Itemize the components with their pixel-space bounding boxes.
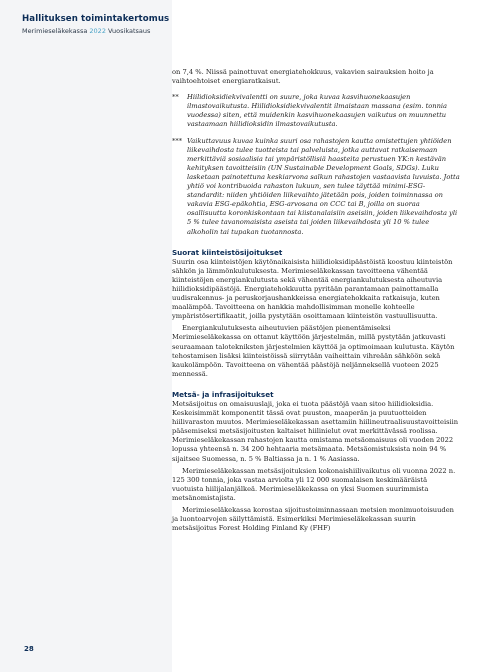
intro-paragraph: on 7,4 %. Niissä painottuvat energiatehokkuus, vakavien sairauksien hoito ja vaihtoehtoiset energiaratkaisut. xyxy=(172,68,434,86)
footnote-text: Hiilidioksidiekvivalentti on suure, joka kuvaa kasvihuonekaasujen ilmastovaikutusta. Hiilidioksidiekvivalentit ilmaistaan massana (esim. tonnia vuodessa) siten, että muidenkin kasvihuonekaasujen vaikutus on muunnettu vastaamaan hiilidioksidin ilmastovaikutusta. xyxy=(187,93,448,129)
page-number: 28 xyxy=(24,645,34,653)
running-header xyxy=(22,14,169,35)
report-year: 2022 xyxy=(89,27,106,35)
footnote-impact xyxy=(172,137,460,237)
section-heading-real-estate: Suorat kiinteistösijoitukset xyxy=(172,247,283,257)
doc-name: Vuosikatsaus xyxy=(108,27,151,35)
paragraph: Merimieseläkekassa korostaa sijoitustoiminnassaan metsien monimuotoisuuden ja luontoarvojen säilyttämistä. Esimerkiksi Merimieseläkekassan suurin metsäsijoitus Forest Holding Finland Ky (FHF) xyxy=(172,506,454,533)
left-margin-band xyxy=(0,0,172,672)
footnote-co2e xyxy=(172,93,460,129)
main-text-column xyxy=(172,68,460,533)
report-subtitle xyxy=(22,27,169,35)
org-name: Merimieseläkekassa xyxy=(22,27,88,35)
paragraph: Suurin osa kiinteistöjen käytönaikaisista hiilidioksidipäästöistä koostuu kiinteistön sähkön ja lämmönkulutuksesta. Merimieseläkekassan tavoitteena vähentää kiinteistöjen energiankulutusta sekä vähentää energiankulutuksesta aiheutuvia hiilidioksidipäästöjä. Energiatehokkuutta pyritään parantamaan painottamalla uudisrakennus- ja peruskorjaushankkeissa energiatehokkaita ratkaisuja, kuten maalämpöä. Tavoitteena on hankkia mahdollisimman monelle kohteelle ympäristösertifikaatit, joilla pystytään osoittamaan kiinteistön vastuullisuutta. xyxy=(172,257,453,321)
report-title: Hallituksen toimintakertomus xyxy=(22,14,170,24)
section-heading-forest-infra: Metsä- ja infrasijoitukset xyxy=(172,389,274,399)
paragraph: Metsäsijoitus on omaisuuslaji, joka ei tuota päästöjä vaan sitoo hiilidioksidia. Keskeisimmät komponentit tässä ovat puuston, maaperän ja puutuotteiden hiilivaraston muutos. Merimieseläkekassan asettamiin hiilineutraalisuustavoitteisiin pääsemiseksi metsäsijoitusten kaltaiset hiilinielut ovat merkittävässä roolissa. Merimieseläkekassan rahastojen kautta omistama metsäomaisuus oli vuoden 2022 lopussa yhteensä n. 34 200 hehtaaria metsämaata. Metsäomistuksista noin 94 % sijaitsee Suomessa, n. 5 % Baltiassa ja n. 1 % Aasiassa. xyxy=(172,400,459,463)
footnote-mark: *** xyxy=(172,136,183,145)
paragraph: Merimieseläkekassan metsäsijoituksien kokonaishiilivaikutus oli vuonna 2022 n. 125 300 tonnia, joka vastaa arviolta yli 12 000 suomalaisen keskimääräistä vuotuista hiilijalanjälkeä. Merimieseläkekassa on yksi Suomen suurimmista metsänomistajista. xyxy=(172,466,456,502)
paragraph: Energiankulutuksesta aiheutuvien päästöjen pienentämiseksi Merimieseläkekassa on ottanut käyttöön järjestelmän, millä pystytään jatkuvasti seuraamaan talotekniksten järjestelmien käyttöä ja optimoimaan kulutusta. Käytön tehostamisen lisäksi kiinteistöissä siirrytään vaiheittain vihreään sähköön sekä kaukolämpöön. Tavoitteena on vähentää päästöjä neljänneksellä vuoteen 2025 mennessä. xyxy=(172,324,455,378)
footnote-text: Vaikuttavuus kuvaa kuinka suuri osa rahastojen kautta omistettujen yhtiöiden liikevaihdosta tulee tuotteista tai palveluista, jotka auttavat ratkaisemaan merkittäviä sosiaalisia tai ympäristöllisiä haasteita perustuen YK:n kestävän kehityksen tavoitteisiin (UN Sustainable Development Goals, SDGs). Luku lasketaan painotettuna keskiarvona salkun rahastojen vastaavista luvuista. Jotta yhtiö voi kontribuoida rahaston lukuun, sen tulee täyttää minimi-ESG-standardit: niiden yhtiöiden liikevaihto jätetään pois, joiden toiminnassa on vakavia ESG-epäkohtia, ESG-arvosana on CCC tai B, joilla on suoraa osallisuutta koronkiskontaan tai kiistanalaisiin aseisiin, joiden liikevaihdosta yli 5 % tulee tavanomaisista aseista tai joiden liikevaihdosta yli 10 % tulee alkoholin tai tupakan tuotannosta. xyxy=(187,136,460,236)
footnote-mark: ** xyxy=(172,93,179,102)
